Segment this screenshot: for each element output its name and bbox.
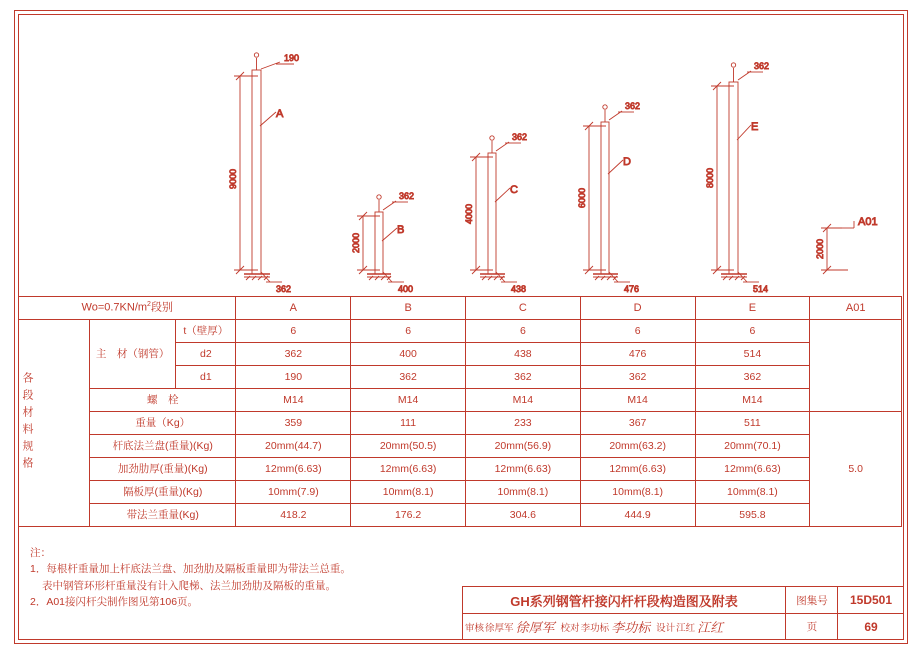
row-label-total: 带法兰重量(Kg)	[90, 504, 236, 527]
cell-diaphragm-a: 10mm(7.9)	[236, 481, 351, 504]
review-unit	[463, 614, 559, 639]
cell-flange-a: 20mm(44.7)	[236, 435, 351, 458]
pole-d-top-dim: 362	[625, 101, 641, 111]
cell-t-c: 6	[466, 320, 581, 343]
cell-t-e: 6	[695, 320, 810, 343]
title-block-row-bottom	[463, 614, 903, 639]
pole-c	[470, 136, 521, 282]
title-block-row-top	[463, 587, 903, 614]
design-unit	[654, 614, 727, 639]
cell-d2-a: 362	[236, 343, 351, 366]
table-row-flange	[19, 435, 902, 458]
col-header-d: D	[580, 297, 695, 320]
cell-stiffener-c: 12mm(6.63)	[466, 458, 581, 481]
note-item-2: 2．A01接闪杆尖制作图见第106页。	[30, 595, 199, 608]
row-label-diaphragm: 隔板厚(重量)(Kg)	[90, 481, 236, 504]
cell-total-e: 595.8	[695, 504, 810, 527]
page-value: 69	[837, 614, 904, 639]
wo-sup: 2	[147, 301, 151, 309]
wo-tail: 段别	[150, 302, 173, 314]
table-row-stiffener	[19, 458, 902, 481]
cell-total-d: 444.9	[580, 504, 695, 527]
pole-a-label: A	[276, 108, 284, 120]
row-label-weight: 重量（Kg）	[90, 412, 236, 435]
cell-d1-b: 362	[351, 366, 466, 389]
notes-block	[30, 545, 460, 610]
cell-d1-e: 362	[695, 366, 810, 389]
cell-stiffener-e: 12mm(6.63)	[695, 458, 810, 481]
cell-total-a: 418.2	[236, 504, 351, 527]
pole-b-top-dim: 362	[399, 191, 415, 201]
notes-heading: 注：	[30, 547, 51, 559]
table-row-t	[19, 320, 902, 343]
side-label-text: 各段材料规格	[21, 372, 33, 474]
cell-d2-d: 476	[580, 343, 695, 366]
cell-bolt-b: M14	[351, 389, 466, 412]
atlas-number-value: 15D501	[837, 587, 904, 613]
pole-b	[357, 195, 408, 282]
table-title-cell	[19, 297, 236, 320]
pole-a-height-dim: 9000	[228, 168, 238, 190]
cell-bolt-a: M14	[236, 389, 351, 412]
drawing-title: GH系列钢管杆接闪杆杆段构造图及附表	[510, 593, 738, 609]
check-unit	[559, 614, 655, 639]
cell-d1-a: 190	[236, 366, 351, 389]
pole-d-height-dim: 6000	[577, 187, 587, 209]
title-block	[462, 586, 904, 640]
review-name: 徐厚军	[485, 622, 514, 634]
review-label: 审核	[465, 622, 485, 634]
pole-d-bottom-dim: 476	[624, 284, 640, 294]
design-label: 设计	[656, 622, 676, 634]
side-label-cell	[19, 320, 90, 527]
pole-c-height-dim: 4000	[464, 203, 474, 225]
note-item-1b: 表中钢管环形杆重量没有计入爬梯、法兰加劲肋及隔板的重量。	[42, 579, 336, 592]
row-label-d1: d1	[176, 366, 236, 389]
col-header-a: A	[236, 297, 351, 320]
cell-stiffener-b: 12mm(6.63)	[351, 458, 466, 481]
cell-t-d: 6	[580, 320, 695, 343]
cell-weight-b: 111	[351, 412, 466, 435]
cell-weight-a01: 5.0	[810, 412, 902, 527]
col-header-c: C	[466, 297, 581, 320]
group-label-main-material	[90, 320, 176, 389]
pole-e-height-dim: 8000	[705, 167, 715, 189]
row-label-t: t（壁厚）	[176, 320, 236, 343]
cell-diaphragm-b: 10mm(8.1)	[351, 481, 466, 504]
cell-t-a01	[810, 320, 902, 412]
cell-stiffener-d: 12mm(6.63)	[580, 458, 695, 481]
pole-c-label: C	[510, 184, 518, 196]
cell-flange-e: 20mm(70.1)	[695, 435, 810, 458]
col-header-b: B	[351, 297, 466, 320]
cell-bolt-c: M14	[466, 389, 581, 412]
check-label: 校对	[560, 622, 580, 634]
cell-d2-e: 514	[695, 343, 810, 366]
pole-e-label: E	[751, 121, 759, 133]
pole-a01-height-dim: 2000	[815, 238, 825, 260]
pole-a-top-dim: 190	[284, 53, 300, 63]
design-signature: 江红	[697, 620, 724, 635]
cell-flange-b: 20mm(50.5)	[351, 435, 466, 458]
cell-bolt-d: M14	[580, 389, 695, 412]
cell-diaphragm-e: 10mm(8.1)	[695, 481, 810, 504]
cell-d1-c: 362	[466, 366, 581, 389]
col-header-e: E	[695, 297, 810, 320]
cell-flange-c: 20mm(56.9)	[466, 435, 581, 458]
row-label-d2: d2	[176, 343, 236, 366]
cell-total-b: 176.2	[351, 504, 466, 527]
cell-diaphragm-d: 10mm(8.1)	[580, 481, 695, 504]
check-signature: 李功标	[611, 620, 651, 635]
table-row-weight	[19, 412, 902, 435]
pole-b-height-dim: 2000	[351, 232, 361, 254]
cell-weight-c: 233	[466, 412, 581, 435]
pole-b-bottom-dim: 400	[398, 284, 414, 294]
table-row-total	[19, 504, 902, 527]
cell-bolt-e: M14	[695, 389, 810, 412]
pole-b-label: B	[397, 224, 405, 236]
col-header-a01: A01	[810, 297, 902, 320]
pole-d	[583, 105, 634, 282]
cell-weight-a: 359	[236, 412, 351, 435]
table-header-row	[19, 297, 902, 320]
pole-e-top-dim: 362	[754, 61, 770, 71]
pole-e	[711, 63, 763, 282]
spec-table	[18, 296, 902, 527]
cell-total-c: 304.6	[466, 504, 581, 527]
note-item-1: 1．每根杆重量加上杆底法兰盘、加劲肋及隔板重量即为带法兰总重。	[30, 563, 351, 576]
table-row-bolt	[19, 389, 902, 412]
design-name: 江红	[676, 622, 696, 634]
check-name: 李功标	[580, 622, 610, 634]
pole-c-bottom-dim: 438	[511, 284, 527, 294]
pole-elevation-drawing	[18, 14, 902, 296]
wo-text: Wo=0.7KN/m	[81, 302, 148, 314]
cell-flange-d: 20mm(63.2)	[580, 435, 695, 458]
table-row-diaphragm	[19, 481, 902, 504]
pole-e-bottom-dim: 514	[753, 284, 769, 294]
cell-t-a: 6	[236, 320, 351, 343]
cell-d2-c: 438	[466, 343, 581, 366]
pole-d-label: D	[623, 156, 631, 168]
page-label: 页	[785, 614, 838, 639]
pole-a01-label: A01	[858, 216, 878, 228]
atlas-number-label: 图集号	[785, 587, 838, 613]
pole-c-top-dim: 362	[512, 132, 528, 142]
row-label-stiffener: 加劲肋厚(重量)(Kg)	[90, 458, 236, 481]
cell-stiffener-a: 12mm(6.63)	[236, 458, 351, 481]
review-signature: 徐厚军	[515, 620, 555, 635]
cell-weight-e: 511	[695, 412, 810, 435]
pole-a01	[821, 221, 854, 274]
pole-a-bottom-dim: 362	[276, 284, 292, 294]
signature-row	[463, 614, 785, 639]
cell-d1-d: 362	[580, 366, 695, 389]
row-label-flange: 杆底法兰盘(重量)(Kg)	[90, 435, 236, 458]
cell-diaphragm-c: 10mm(8.1)	[466, 481, 581, 504]
pole-a	[234, 53, 294, 282]
cell-d2-b: 400	[351, 343, 466, 366]
group-main-material-text: 主 材（钢管）	[95, 347, 170, 360]
cell-weight-d: 367	[580, 412, 695, 435]
group-label-bolt: 螺 栓	[90, 389, 236, 412]
cell-t-b: 6	[351, 320, 466, 343]
spec-table-wrap	[18, 296, 902, 527]
